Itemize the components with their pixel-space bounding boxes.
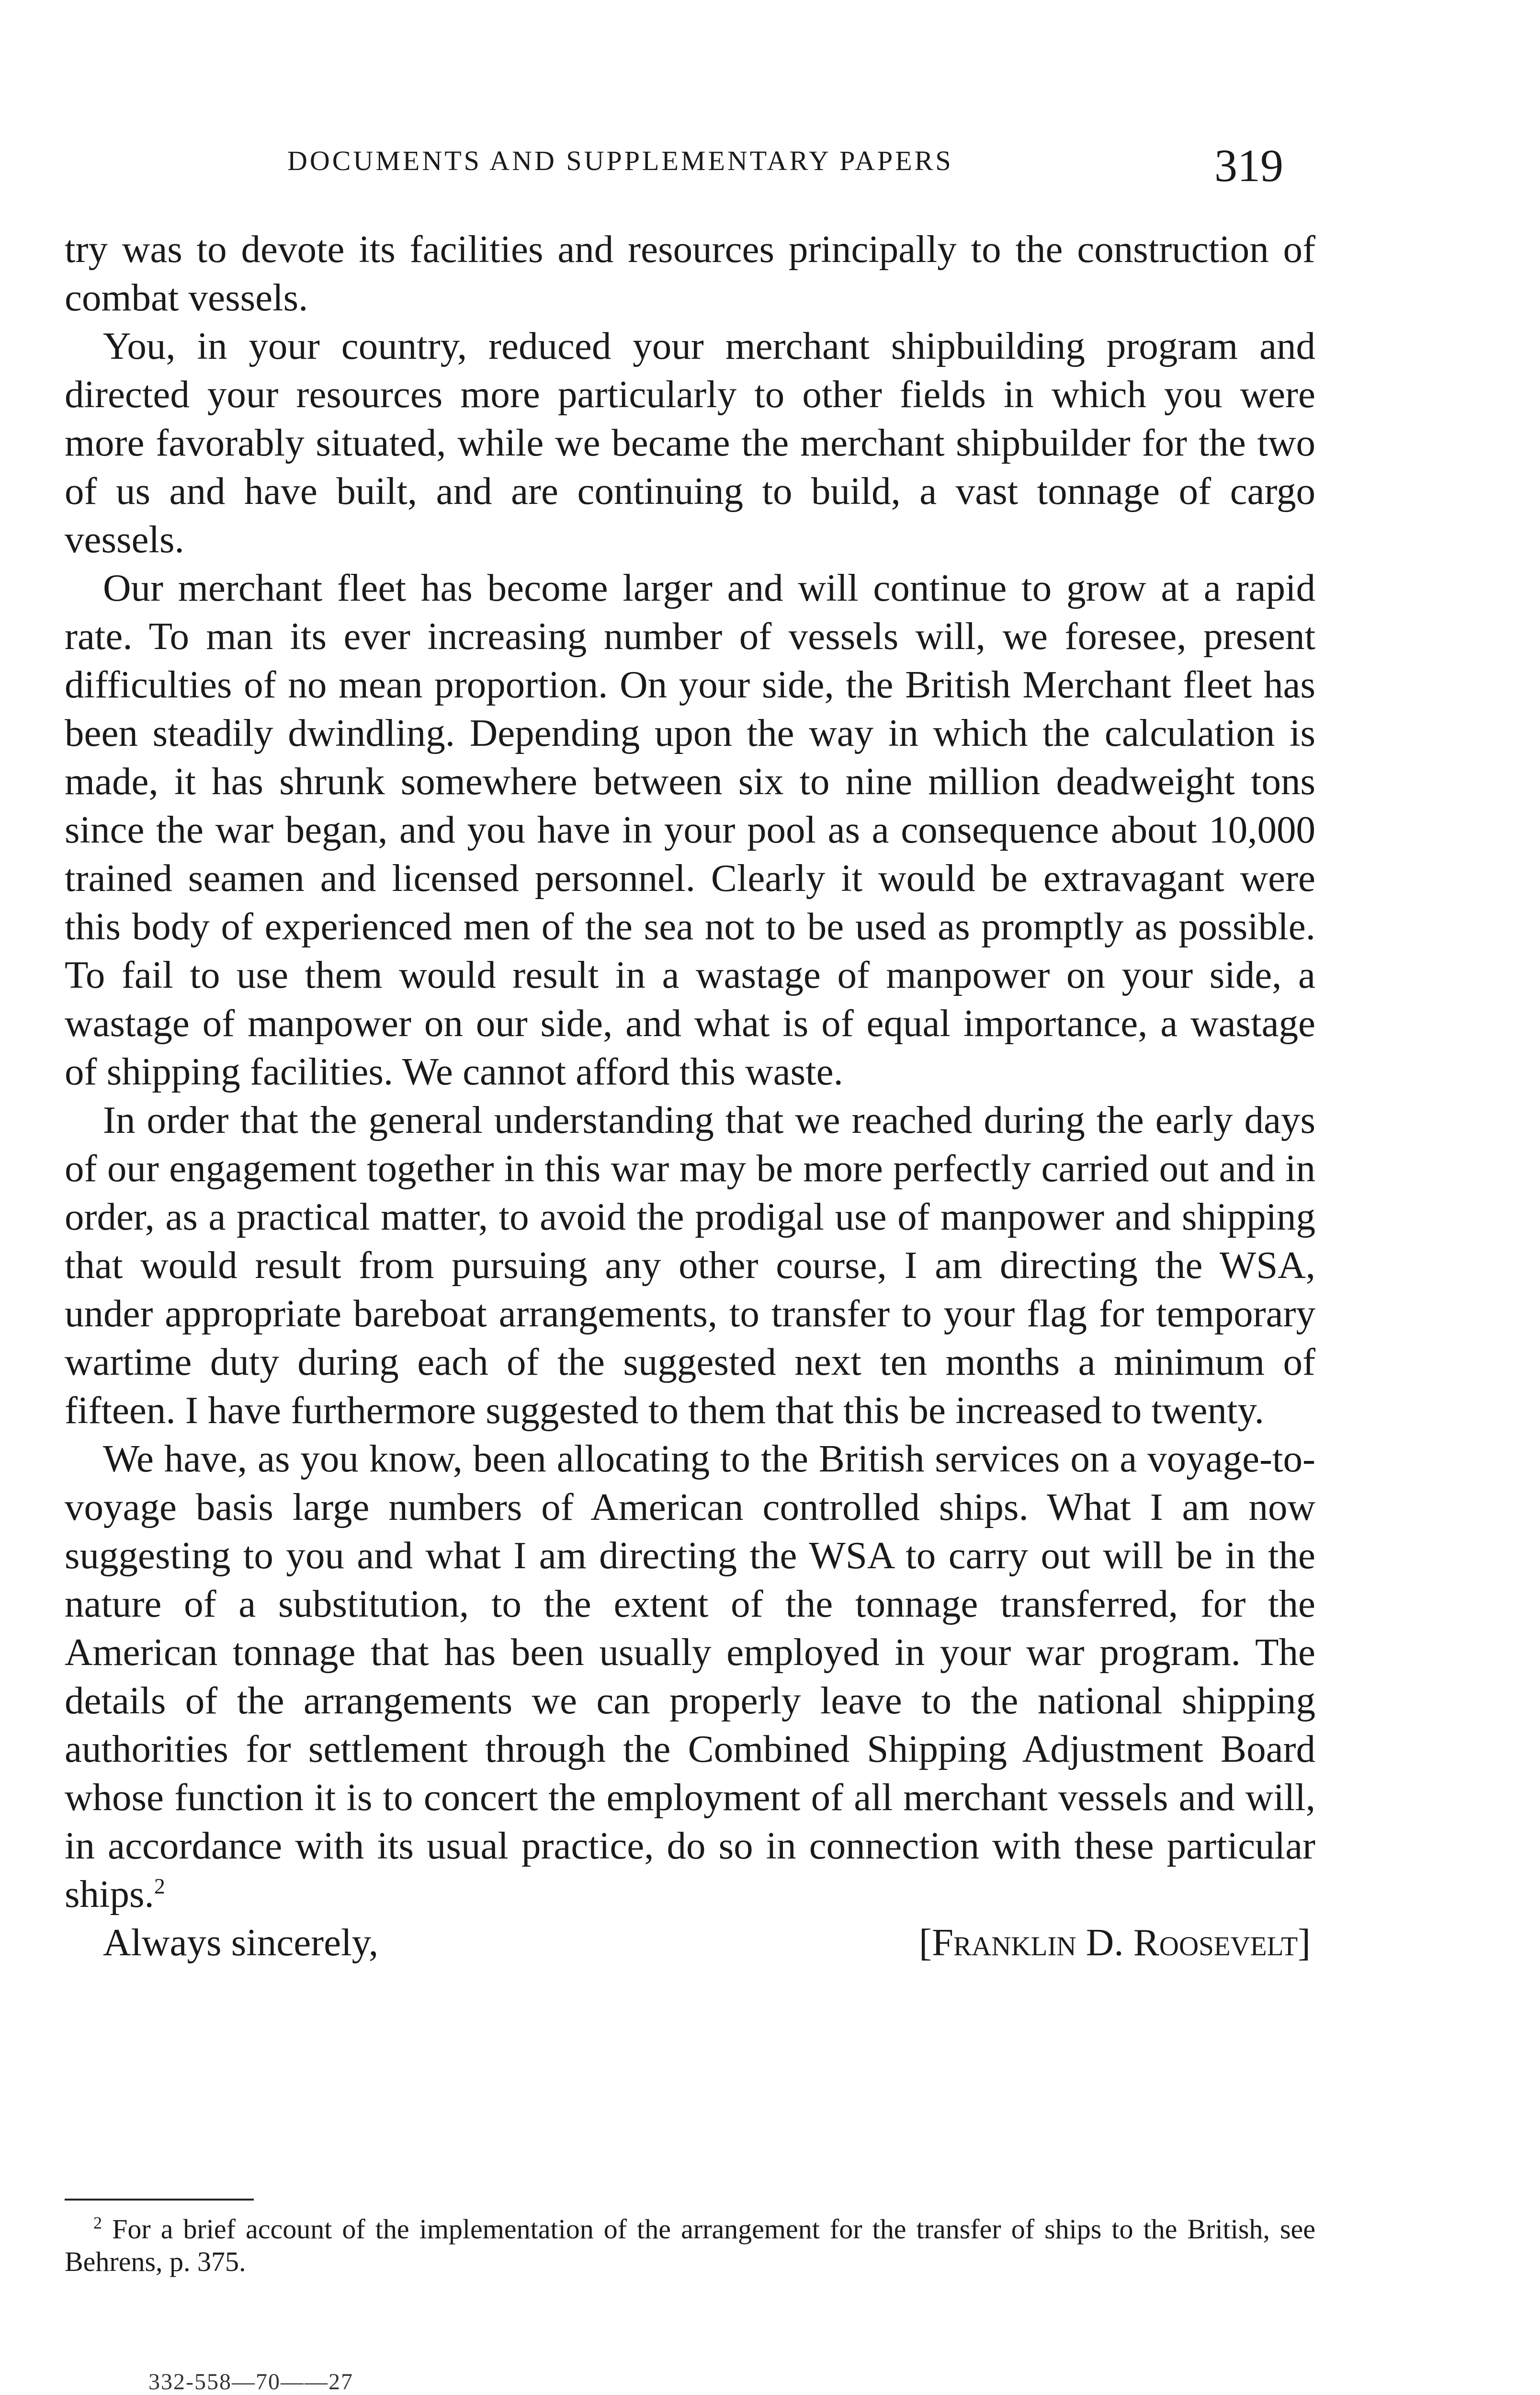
print-code: 332-558—70——27 — [148, 2369, 353, 2395]
footnote-text: For a brief account of the implementation of the arrangement for the transfer of ships to the British, see Behrens, p. 375. — [65, 2213, 1316, 2277]
paragraph-5 — [65, 1435, 1315, 1918]
closing-salutation: Always sincerely, — [103, 1921, 379, 1964]
page-number: 319 — [1214, 140, 1283, 191]
footnote-marker: 2 — [93, 2213, 102, 2233]
running-title: DOCUMENTS AND SUPPLEMENTARY PAPERS — [287, 145, 953, 176]
footnote — [65, 2213, 1315, 2278]
letter-closing — [65, 1918, 1315, 1967]
signature: [Franklin D. Roosevelt] — [919, 1921, 1311, 1964]
paragraph-4: In order that the general understanding that we reached during the early days of our engagement together in this war may be more perfectly carried out and in order, as a practical matter, to avoid the prodigal use of manpower and shipping that would result from pursuing any other course, I am directing the WSA, under appropriate bareboat arrangements, to transfer to your flag for temporary wartime duty during each of the suggested next ten months a minimum of fifteen. I have furthermore suggested to them that this be increased to twenty. — [65, 1098, 1315, 1432]
body-text — [65, 225, 1315, 1967]
paragraph-1: try was to devote its facilities and resources principally to the construction of combat vessels. — [65, 228, 1315, 319]
paragraph-5-text: We have, as you know, been allocating to the British services on a voyage-to-voyage basis large numbers of American controlled ships. What I am now suggesting to you and what I am directing the WSA to carry out will be in the nature of a substitution, to the extent of the tonnage transferred, for the American tonnage that has been usually employed in your war program. The details of the arrangements we can properly leave to the national shipping authorities for settlement through the Combined Shipping Adjustment Board whose function it is to concert the employment of all merchant vessels and will, in accordance with its usual practice, do so in connection with these particular ships. — [65, 1437, 1315, 1916]
footnote-divider — [65, 2199, 254, 2201]
running-head — [287, 139, 1283, 192]
paragraph-2: You, in your country, reduced your merchant shipbuilding program and directed your resources more particularly to other fields in which you were more favorably situated, while we became the merchant shipbuilder for the two of us and have built, and are continuing to build, a vast tonnage of cargo vessels. — [65, 324, 1315, 561]
paragraph-3: Our merchant fleet has become larger and will continue to grow at a rapid rate. To man its ever increasing number of vessels will, we foresee, present difficulties of no mean proportion. On your side, the British Merchant fleet has been steadily dwindling. Depending upon the way in which the calculation is made, it has shrunk somewhere between six to nine million deadweight tons since the war began, and you have in your pool as a consequence about 10,000 trained seamen and licensed personnel. Clearly it would be extravagant were this body of experienced men of the sea not to be used as promptly as possible. To fail to use them would result in a wastage of manpower on your side, a wastage of manpower on our side, and what is of equal importance, a wastage of shipping facilities. We cannot afford this waste. — [65, 566, 1315, 1093]
footnote-reference[interactable]: 2 — [154, 1874, 165, 1898]
